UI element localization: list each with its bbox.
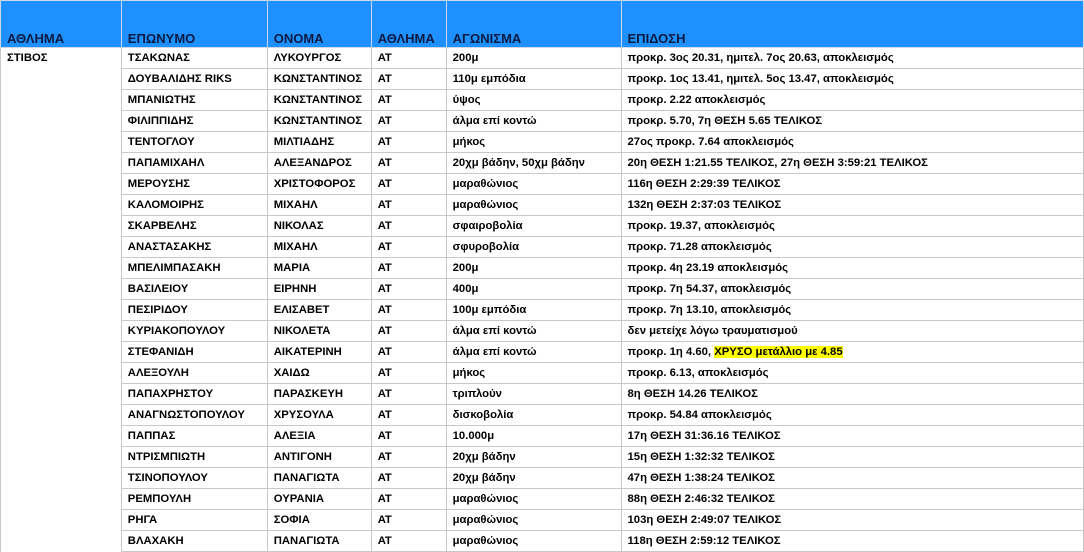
table-body: [1, 48, 1084, 552]
cell-event: 400μ: [446, 279, 621, 300]
cell-surname: ΠΑΠΠΑΣ: [121, 426, 267, 447]
header-event: ΑΓΩΝΙΣΜΑ: [446, 1, 621, 48]
cell-result: [621, 258, 1083, 279]
cell-event: 200μ: [446, 48, 621, 69]
cell-sport: ΑΤ: [371, 447, 446, 468]
cell-sport-group: [1, 216, 122, 237]
table-row: [1, 132, 1084, 153]
cell-name: ΑΝΤΙΓΟΝΗ: [267, 447, 371, 468]
cell-sport: ΑΤ: [371, 405, 446, 426]
cell-sport: ΑΤ: [371, 426, 446, 447]
table-row: [1, 174, 1084, 195]
result-text: 116η ΘΕΣΗ 2:29:39 ΤΕΛΙΚΟΣ: [627, 177, 781, 190]
table-row: [1, 48, 1084, 69]
cell-surname: ΚΑΛΟΜΟΙΡΗΣ: [121, 195, 267, 216]
result-text: 118η ΘΕΣΗ 2:59:12 ΤΕΛΙΚΟΣ: [627, 534, 781, 547]
cell-sport-group: [1, 69, 122, 90]
cell-surname: ΤΣΙΝΟΠΟΥΛΟΥ: [121, 468, 267, 489]
cell-surname: ΤΕΝΤΟΓΛΟΥ: [121, 132, 267, 153]
cell-result: [621, 216, 1083, 237]
cell-name: ΕΛΙΣΑΒΕΤ: [267, 300, 371, 321]
result-text: προκρ. 7η 13.10, αποκλεισμός: [627, 303, 792, 316]
cell-name: ΟΥΡΑΝΙΑ: [267, 489, 371, 510]
cell-name: ΑΙΚΑΤΕΡΙΝΗ: [267, 342, 371, 363]
header-name: ΟΝΟΜΑ: [267, 1, 371, 48]
result-text: προκρ. 6.13, αποκλεισμός: [627, 366, 769, 379]
table-row: [1, 489, 1084, 510]
cell-sport: ΑΤ: [371, 279, 446, 300]
table-row: [1, 321, 1084, 342]
cell-name: ΚΩΝΣΤΑΝΤΙΝΟΣ: [267, 90, 371, 111]
cell-event: ύψος: [446, 90, 621, 111]
cell-event: 20χμ βάδην: [446, 468, 621, 489]
header-surname: ΕΠΩΝΥΜΟ: [121, 1, 267, 48]
cell-result: [621, 405, 1083, 426]
cell-sport: ΑΤ: [371, 132, 446, 153]
cell-name: ΜΙΧΑΗΛ: [267, 195, 371, 216]
cell-event: σφαιροβολία: [446, 216, 621, 237]
cell-event: άλμα επί κοντώ: [446, 342, 621, 363]
cell-event: άλμα επί κοντώ: [446, 321, 621, 342]
header-sport: ΑΘΛΗΜΑ: [371, 1, 446, 48]
table-row: [1, 342, 1084, 363]
table-row: [1, 111, 1084, 132]
cell-surname: ΤΣΑΚΩΝΑΣ: [121, 48, 267, 69]
cell-sport-group: [1, 90, 122, 111]
cell-sport: ΑΤ: [371, 531, 446, 552]
cell-event: δισκοβολία: [446, 405, 621, 426]
cell-surname: ΡΕΜΠΟΥΛΗ: [121, 489, 267, 510]
cell-event: τριπλούν: [446, 384, 621, 405]
cell-result: [621, 342, 1083, 363]
cell-surname: ΑΝΑΓΝΩΣΤΟΠΟΥΛΟΥ: [121, 405, 267, 426]
cell-result: [621, 153, 1083, 174]
cell-name: ΝΙΚΟΛΑΣ: [267, 216, 371, 237]
cell-sport: ΑΤ: [371, 69, 446, 90]
cell-surname: ΠΑΠΑΜΙΧΑΗΛ: [121, 153, 267, 174]
result-text: 17η ΘΕΣΗ 31:36.16 ΤΕΛΙΚΟΣ: [627, 429, 781, 442]
cell-name: ΜΙΧΑΗΛ: [267, 237, 371, 258]
result-text: προκρ. 5.70, 7η ΘΕΣΗ 5.65 ΤΕΛΙΚΟΣ: [627, 114, 823, 127]
cell-name: ΠΑΡΑΣΚΕΥΗ: [267, 384, 371, 405]
table-row: [1, 531, 1084, 552]
cell-surname: ΠΕΣΙΡΙΔΟΥ: [121, 300, 267, 321]
cell-surname: ΠΑΠΑΧΡΗΣΤΟΥ: [121, 384, 267, 405]
cell-sport: ΑΤ: [371, 363, 446, 384]
cell-event: 20χμ βάδην: [446, 447, 621, 468]
table-row: [1, 363, 1084, 384]
cell-name: ΧΑΙΔΩ: [267, 363, 371, 384]
header-row: [1, 1, 1084, 48]
result-text: προκρ. 4η 23.19 αποκλεισμός: [627, 261, 789, 274]
cell-event: 20χμ βάδην, 50χμ βάδην: [446, 153, 621, 174]
cell-sport-group: [1, 468, 122, 489]
cell-name: ΛΥΚΟΥΡΓΟΣ: [267, 48, 371, 69]
cell-result: [621, 384, 1083, 405]
result-text: προκρ. 1η 4.60,: [627, 345, 715, 358]
result-text: προκρ. 54.84 αποκλεισμός: [627, 408, 772, 421]
cell-name: ΜΙΛΤΙΑΔΗΣ: [267, 132, 371, 153]
cell-event: μαραθώνιος: [446, 195, 621, 216]
cell-name: ΝΙΚΟΛΕΤΑ: [267, 321, 371, 342]
cell-sport: ΑΤ: [371, 384, 446, 405]
cell-result: [621, 363, 1083, 384]
table-row: [1, 279, 1084, 300]
table-row: [1, 90, 1084, 111]
cell-sport-group: [1, 237, 122, 258]
cell-result: [621, 48, 1083, 69]
cell-surname: ΝΤΡΙΣΜΠΙΩΤΗ: [121, 447, 267, 468]
cell-event: 110μ εμπόδια: [446, 69, 621, 90]
cell-sport: ΑΤ: [371, 90, 446, 111]
table-row: [1, 153, 1084, 174]
cell-surname: ΣΤΕΦΑΝΙΔΗ: [121, 342, 267, 363]
cell-surname: ΑΝΑΣΤΑΣΑΚΗΣ: [121, 237, 267, 258]
cell-event: άλμα επί κοντώ: [446, 111, 621, 132]
cell-sport-group: [1, 300, 122, 321]
table-row: [1, 384, 1084, 405]
cell-sport-group: [1, 342, 122, 363]
cell-sport-group: [1, 111, 122, 132]
cell-surname: ΜΠΑΝΙΩΤΗΣ: [121, 90, 267, 111]
cell-name: ΑΛΕΞΙΑ: [267, 426, 371, 447]
cell-surname: ΡΗΓΑ: [121, 510, 267, 531]
cell-event: μήκος: [446, 132, 621, 153]
result-text: 15η ΘΕΣΗ 1:32:32 ΤΕΛΙΚΟΣ: [627, 450, 775, 463]
cell-name: ΕΙΡΗΝΗ: [267, 279, 371, 300]
result-text: 47η ΘΕΣΗ 1:38:24 ΤΕΛΙΚΟΣ: [627, 471, 775, 484]
table-row: [1, 69, 1084, 90]
table-row: [1, 258, 1084, 279]
cell-sport: ΑΤ: [371, 321, 446, 342]
table-row: [1, 447, 1084, 468]
cell-sport: ΑΤ: [371, 510, 446, 531]
result-text: προκρ. 7η 54.37, αποκλεισμός: [627, 282, 792, 295]
cell-sport-group: [1, 426, 122, 447]
cell-sport: ΑΤ: [371, 216, 446, 237]
table-row: [1, 405, 1084, 426]
cell-name: ΑΛΕΞΑΝΔΡΟΣ: [267, 153, 371, 174]
result-text: 20η ΘΕΣΗ 1:21.55 ΤΕΛΙΚΟΣ, 27η ΘΕΣΗ 3:59:21 ΤΕΛΙΚΟΣ: [627, 156, 928, 169]
cell-sport: ΑΤ: [371, 195, 446, 216]
cell-result: [621, 195, 1083, 216]
cell-result: [621, 489, 1083, 510]
table-row: [1, 216, 1084, 237]
cell-result: [621, 279, 1083, 300]
table-row: [1, 510, 1084, 531]
cell-surname: ΑΛΕΞΟΥΛΗ: [121, 363, 267, 384]
cell-result: [621, 510, 1083, 531]
cell-sport: ΑΤ: [371, 237, 446, 258]
result-text: δεν μετείχε λόγω τραυματισμού: [627, 324, 798, 337]
cell-sport-group: [1, 447, 122, 468]
cell-result: [621, 447, 1083, 468]
result-text: 27ος προκρ. 7.64 αποκλεισμός: [627, 135, 794, 148]
cell-sport: ΑΤ: [371, 48, 446, 69]
cell-surname: ΣΚΑΡΒΕΛΗΣ: [121, 216, 267, 237]
cell-event: μαραθώνιος: [446, 510, 621, 531]
cell-sport: ΑΤ: [371, 342, 446, 363]
cell-surname: ΚΥΡΙΑΚΟΠΟΥΛΟΥ: [121, 321, 267, 342]
cell-surname: ΜΠΕΛΙΜΠΑΣΑΚΗ: [121, 258, 267, 279]
cell-sport-group: [1, 489, 122, 510]
result-text: προκρ. 19.37, αποκλεισμός: [627, 219, 775, 232]
cell-surname: ΜΕΡΟΥΣΗΣ: [121, 174, 267, 195]
cell-surname: ΒΛΑΧΑΚΗ: [121, 531, 267, 552]
cell-name: ΚΩΝΣΤΑΝΤΙΝΟΣ: [267, 111, 371, 132]
cell-surname: ΒΑΣΙΛΕΙΟΥ: [121, 279, 267, 300]
cell-sport-group: [1, 321, 122, 342]
cell-sport: ΑΤ: [371, 174, 446, 195]
cell-sport: ΑΤ: [371, 489, 446, 510]
cell-result: [621, 132, 1083, 153]
cell-sport: ΑΤ: [371, 258, 446, 279]
cell-sport-group: [1, 132, 122, 153]
cell-name: ΚΩΝΣΤΑΝΤΙΝΟΣ: [267, 69, 371, 90]
cell-sport-group: [1, 531, 122, 552]
cell-sport-group: [1, 258, 122, 279]
cell-result: [621, 321, 1083, 342]
cell-result: [621, 426, 1083, 447]
cell-sport-group: [1, 195, 122, 216]
cell-result: [621, 90, 1083, 111]
cell-result: [621, 237, 1083, 258]
header-sport-group: ΑΘΛΗΜΑ: [1, 1, 122, 48]
cell-sport: ΑΤ: [371, 300, 446, 321]
cell-sport-group: [1, 279, 122, 300]
cell-name: ΜΑΡΙΑ: [267, 258, 371, 279]
cell-sport: ΑΤ: [371, 153, 446, 174]
cell-event: μαραθώνιος: [446, 174, 621, 195]
cell-name: ΠΑΝΑΓΙΩΤΑ: [267, 468, 371, 489]
cell-surname: ΦΙΛΙΠΠΙΔΗΣ: [121, 111, 267, 132]
cell-event: 100μ εμπόδια: [446, 300, 621, 321]
cell-name: ΣΟΦΙΑ: [267, 510, 371, 531]
cell-sport-group: [1, 363, 122, 384]
header-result: ΕΠΙΔΟΣΗ: [621, 1, 1083, 48]
cell-name: ΧΡΥΣΟΥΛΑ: [267, 405, 371, 426]
cell-sport-group: [1, 174, 122, 195]
result-text: 132η ΘΕΣΗ 2:37:03 ΤΕΛΙΚΟΣ: [627, 198, 782, 211]
cell-result: [621, 69, 1083, 90]
result-text: 8η ΘΕΣΗ 14.26 ΤΕΛΙΚΟΣ: [627, 387, 758, 400]
cell-result: [621, 111, 1083, 132]
cell-sport-group: [1, 153, 122, 174]
cell-event: 200μ: [446, 258, 621, 279]
result-text: προκρ. 71.28 αποκλεισμός: [627, 240, 772, 253]
cell-event: 10.000μ: [446, 426, 621, 447]
result-text: προκρ. 1ος 13.41, ημιτελ. 5ος 13.47, αποκλεισμός: [627, 72, 894, 85]
cell-result: [621, 531, 1083, 552]
cell-sport-group: [1, 405, 122, 426]
result-text: 88η ΘΕΣΗ 2:46:32 ΤΕΛΙΚΟΣ: [627, 492, 775, 505]
cell-sport-group: [1, 510, 122, 531]
table-row: [1, 300, 1084, 321]
table-row: [1, 468, 1084, 489]
table-row: [1, 426, 1084, 447]
cell-sport: ΑΤ: [371, 468, 446, 489]
result-highlight: ΧΡΥΣΟ μετάλλιο με 4.85: [714, 345, 843, 358]
table-row: [1, 237, 1084, 258]
cell-result: [621, 300, 1083, 321]
cell-sport: ΑΤ: [371, 111, 446, 132]
cell-surname: ΔΟΥΒΑΛΙΔΗΣ RIKS: [121, 69, 267, 90]
cell-name: ΧΡΙΣΤΟΦΟΡΟΣ: [267, 174, 371, 195]
table-row: [1, 195, 1084, 216]
cell-event: σφυροβολία: [446, 237, 621, 258]
cell-sport-group: ΣΤΙΒΟΣ: [1, 48, 122, 69]
cell-event: μαραθώνιος: [446, 489, 621, 510]
cell-event: μήκος: [446, 363, 621, 384]
cell-event: μαραθώνιος: [446, 531, 621, 552]
cell-name: ΠΑΝΑΓΙΩΤΑ: [267, 531, 371, 552]
cell-result: [621, 468, 1083, 489]
cell-sport-group: [1, 384, 122, 405]
result-text: προκρ. 2.22 αποκλεισμός: [627, 93, 766, 106]
result-text: προκρ. 3ος 20.31, ημιτελ. 7ος 20.63, αποκλεισμός: [627, 51, 894, 64]
cell-result: [621, 174, 1083, 195]
result-text: 103η ΘΕΣΗ 2:49:07 ΤΕΛΙΚΟΣ: [627, 513, 782, 526]
